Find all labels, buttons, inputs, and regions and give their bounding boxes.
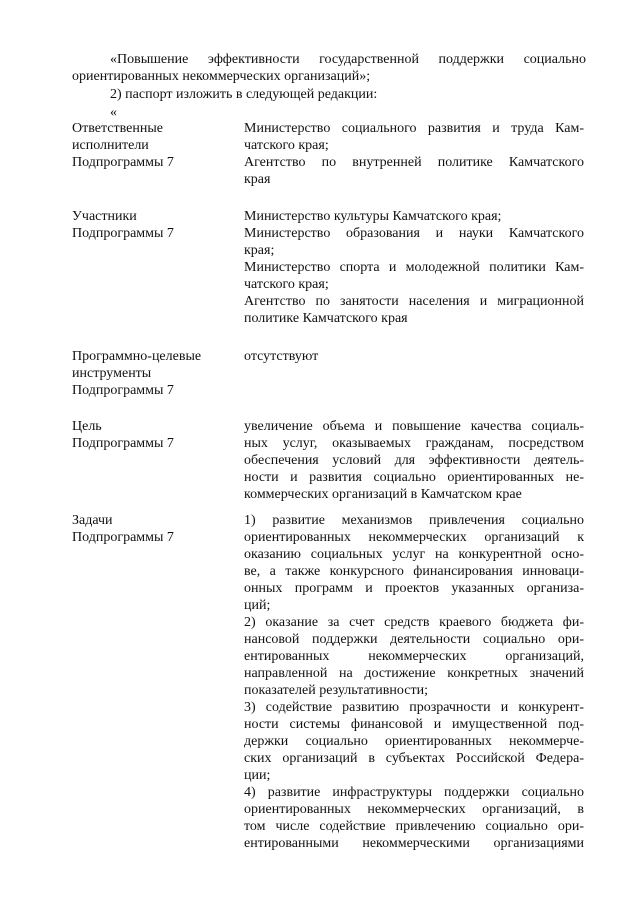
row-value [244, 348, 584, 365]
row-value-line: обеспечения условий для эффективности деятель- [244, 453, 584, 468]
row-label-line: Ответственные [72, 121, 163, 136]
row-value-line: края; [244, 243, 275, 258]
row-value-line: Министерство культуры Камчатского края; [244, 209, 502, 224]
row-value-line: том числе содействие привлечению социально ори- [244, 819, 584, 834]
row-label-line: Подпрограммы 7 [72, 383, 174, 398]
row-value-line: ентированных некоммерческих организаций, [244, 649, 584, 664]
opening-quote: « [110, 105, 117, 120]
row-value-line: Министерство социального развития и труда Кам- [244, 121, 584, 136]
row-value-line: Агентство по занятости населения и миграционной [244, 294, 584, 309]
row-value-line: нансовой поддержки деятельности социально ори- [244, 632, 584, 647]
row-value-line: 2) оказание за счет средств краевого бюджета фи- [244, 615, 584, 630]
row-value [244, 120, 584, 188]
row-value [244, 418, 584, 503]
row-label-line: инструменты [72, 366, 152, 381]
row-value-line: Агентство по внутренней политике Камчатского [244, 155, 584, 170]
row-value-line: ных услуг, оказываемых гражданам, посредством [244, 436, 584, 451]
row-value-line: чатского края; [244, 277, 329, 292]
row-value-line: чатского края; [244, 138, 329, 153]
intro-line-1: «Повышение эффективности государственной поддержки социально [110, 52, 586, 67]
row-value-line: ских организаций в субъектах Российской Федера- [244, 751, 584, 766]
row-value-line: ции; [244, 768, 271, 783]
row-value-line: Министерство спорта и молодежной политики Кам- [244, 260, 584, 275]
row-label-line: Цель [72, 419, 102, 434]
row-value-line: показателей результативности; [244, 683, 428, 698]
row-label [72, 208, 232, 242]
row-value-line: коммерческих организаций в Камчатском крае [244, 487, 522, 502]
row-value-line: онных программ и проектов указанных организа- [244, 581, 584, 596]
row-value [244, 512, 584, 852]
row-label [72, 120, 232, 171]
row-value-line: 1) развитие механизмов привлечения социально [244, 513, 584, 528]
row-value-line: ве, а также конкурсного финансирования инноваци- [244, 564, 584, 579]
row-value-line: ций; [244, 598, 271, 613]
row-label-line: Подпрограммы 7 [72, 530, 174, 545]
row-value-line: держки социально ориентированных некоммерче- [244, 734, 584, 749]
row-label [72, 512, 232, 546]
row-value-line: оказанию социальных услуг на конкурентной осно- [244, 547, 584, 562]
row-value-line: ности системы финансовой и имущественной под- [244, 717, 584, 732]
row-label-line: Программно-целевые [72, 349, 202, 364]
row-value-line: политике Камчатского края [244, 311, 408, 326]
intro-line-3: 2) паспорт изложить в следующей редакции: [110, 87, 378, 102]
row-value-line: Министерство образования и науки Камчатского [244, 226, 584, 241]
row-label [72, 348, 232, 399]
row-label-line: Участники [72, 209, 137, 224]
row-label-line: исполнители [72, 138, 149, 153]
row-label-line: Подпрограммы 7 [72, 436, 174, 451]
row-label-line: Подпрограммы 7 [72, 226, 174, 241]
row-value-line: ориентированных некоммерческих организаций к [244, 530, 584, 545]
row-label-line: Задачи [72, 513, 113, 528]
row-value [244, 208, 584, 327]
row-label [72, 418, 232, 452]
row-value-line: 4) развитие инфраструктуры поддержки социально [244, 785, 584, 800]
row-value-line: ности и развития социально ориентированных не- [244, 470, 584, 485]
row-value-line: отсутствуют [244, 349, 319, 364]
row-value-line: края [244, 172, 271, 187]
intro-line-2: ориентированных некоммерческих организаций»; [72, 69, 371, 84]
row-value-line: ентированными некоммерческими организациями [244, 836, 584, 851]
row-value-line: направленной на достижение конкретных значений [244, 666, 584, 681]
row-value-line: ориентированных некоммерческих организаций, в [244, 802, 584, 817]
row-value-line: увеличение объема и повышение качества социаль- [244, 419, 584, 434]
row-label-line: Подпрограммы 7 [72, 155, 174, 170]
row-value-line: 3) содействие развитию прозрачности и конкурент- [244, 700, 584, 715]
